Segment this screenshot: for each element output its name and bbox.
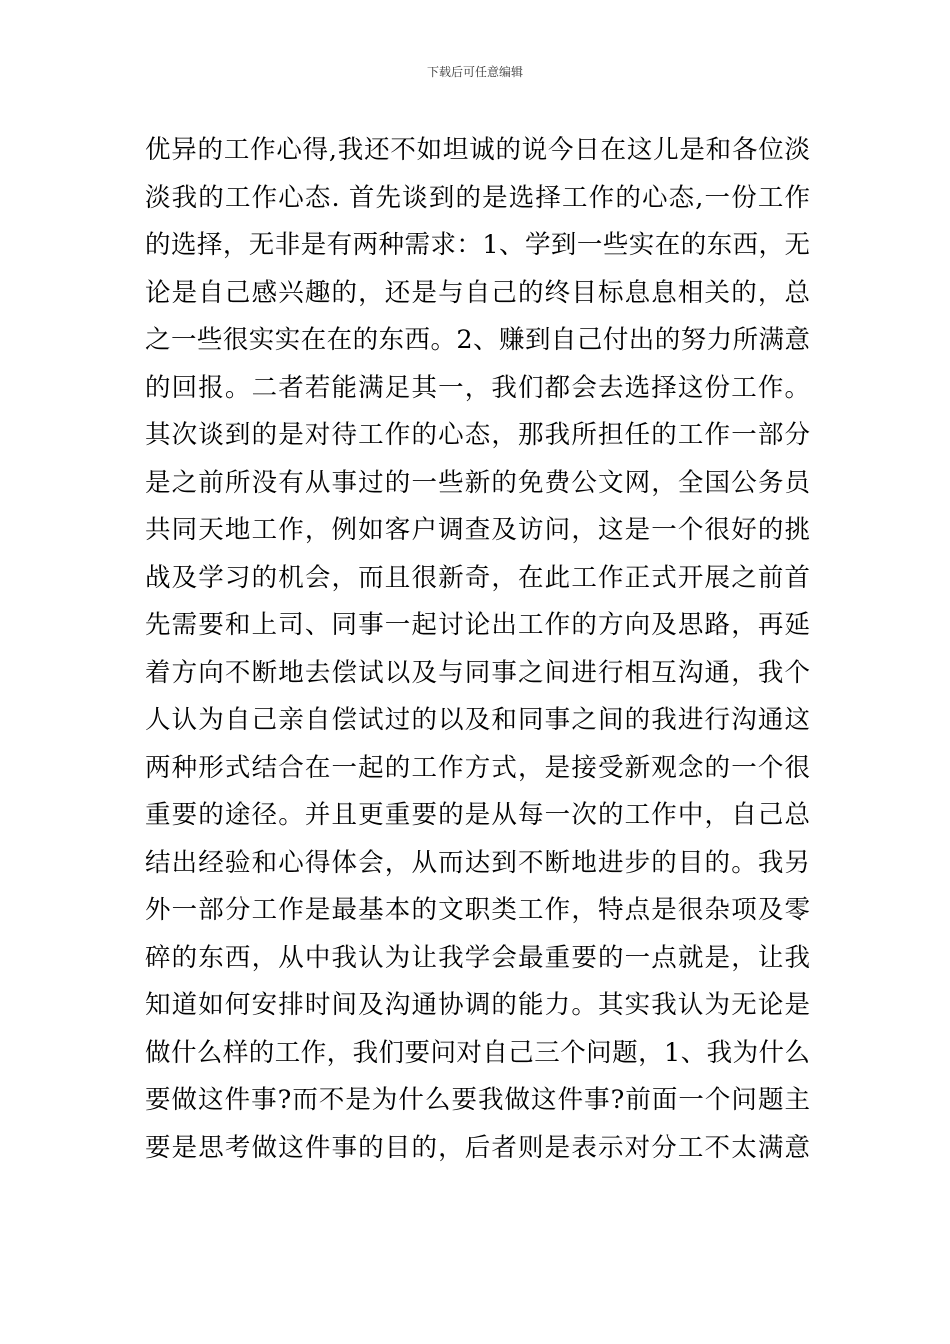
text-line: 先需要和上司、同事一起讨论出工作的方向及思路，再延	[145, 610, 810, 640]
text-line: 重要的途径。并且更重要的是从每一次的工作中，自己总	[145, 800, 810, 830]
text-line: 论是自己感兴趣的，还是与自己的终目标息息相关的，总	[145, 277, 810, 308]
text-line: 结出经验和心得体会，从而达到不断地进步的目的。我另	[145, 847, 810, 878]
text-line: 是之前所没有从事过的一些新的免费公文网，全国公务员	[145, 467, 810, 498]
text-line: 碎的东西，从中我认为让我学会最重要的一点就是，让我	[145, 942, 810, 973]
text-line: 之一些很实实在在的东西。2、赚到自己付出的努力所满意	[145, 325, 810, 355]
text-line: 外一部分工作是最基本的文职类工作，特点是很杂项及零	[145, 895, 810, 925]
text-line: 的选择，无非是有两种需求：1、学到一些实在的东西，无	[145, 230, 810, 260]
text-line: 淡我的工作心态. 首先谈到的是选择工作的心态,一份工作	[145, 182, 810, 213]
text-line: 做什么样的工作，我们要问对自己三个问题，1、我为什么	[145, 1037, 810, 1068]
text-line: 人认为自己亲自偿试过的以及和同事之间的我进行沟通这	[145, 705, 810, 735]
page-header: 下载后可任意编辑	[426, 65, 523, 79]
text-line: 优异的工作心得,我还不如坦诚的说今日在这儿是和各位淡	[145, 135, 810, 165]
text-line: 要做这件事?而不是为什么要我做这件事?前面一个问题主	[145, 1085, 810, 1115]
text-line: 共同天地工作，例如客户调查及访问，这是一个很好的挑	[145, 515, 810, 545]
text-line: 其次谈到的是对待工作的心态，那我所担任的工作一部分	[145, 420, 810, 450]
body-text	[145, 127, 810, 1172]
text-line: 要是思考做这件事的目的，后者则是表示对分工不太满意	[145, 1132, 810, 1163]
text-line: 的回报。二者若能满足其一，我们都会去选择这份工作。	[145, 372, 810, 403]
text-line: 着方向不断地去偿试以及与同事之间进行相互沟通，我个	[145, 657, 810, 688]
text-line: 知道如何安排时间及沟通协调的能力。其实我认为无论是	[145, 990, 810, 1020]
text-line: 战及学习的机会，而且很新奇，在此工作正式开展之前首	[145, 562, 810, 593]
text-line: 两种形式结合在一起的工作方式，是接受新观念的一个很	[145, 752, 810, 783]
